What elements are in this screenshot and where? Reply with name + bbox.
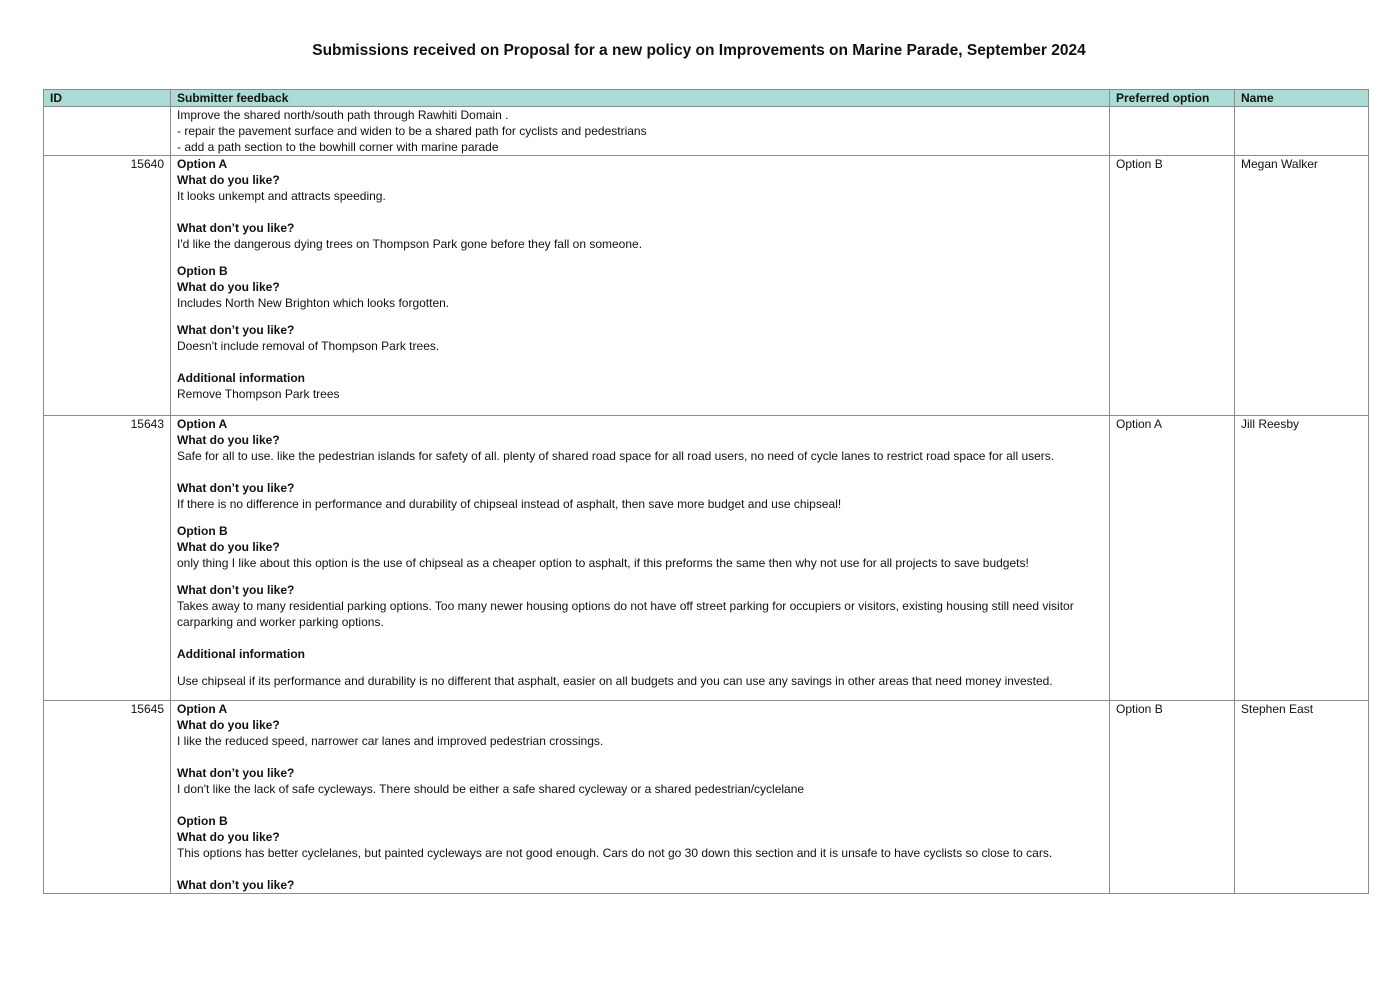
preferred-option-cell: Option B bbox=[1110, 701, 1235, 894]
preferred-option-cell bbox=[1110, 107, 1235, 156]
name-cell bbox=[1235, 107, 1369, 156]
like-answer: Safe for all to use. like the pedestrian islands for safety of all. plenty of shared road space for all road users, no need of cycle lanes to restrict road space for all users. bbox=[177, 449, 1055, 463]
document-title: Submissions received on Proposal for a new policy on Improvements on Marine Parade, September 2024 bbox=[312, 42, 1086, 59]
name-cell: Jill Reesby bbox=[1235, 416, 1369, 701]
like-question: What do you like? bbox=[177, 830, 280, 844]
name-cell: Megan Walker bbox=[1235, 156, 1369, 416]
dislike-question: What don’t you like? bbox=[177, 221, 295, 235]
feedback-line: Improve the shared north/south path through Rawhiti Domain . bbox=[177, 108, 509, 122]
option-b-heading: Option B bbox=[177, 814, 228, 828]
additional-info-heading: Additional information bbox=[177, 647, 305, 661]
id-cell: 15643 bbox=[44, 416, 171, 701]
feedback-line: - add a path section to the bowhill corner with marine parade bbox=[177, 140, 499, 154]
additional-info-text: Remove Thompson Park trees bbox=[177, 387, 340, 401]
like-answer: only thing I like about this option is the use of chipseal as a cheaper option to asphalt, if this preforms the same then why not use for all projects to save budgets! bbox=[177, 556, 1029, 570]
dislike-answer: Takes away to many residential parking options. Too many newer housing options do not have off street parking for occupiers or visitors, existing housing still need visitor carparking and worker parking options. bbox=[177, 599, 1074, 629]
column-header-preferred-option: Preferred option bbox=[1110, 90, 1235, 107]
dislike-answer: Doesn't include removal of Thompson Park trees. bbox=[177, 339, 440, 353]
like-question: What do you like? bbox=[177, 718, 280, 732]
like-question: What do you like? bbox=[177, 540, 280, 554]
preferred-option-cell: Option A bbox=[1110, 416, 1235, 701]
option-b-heading: Option B bbox=[177, 524, 228, 538]
table-row bbox=[44, 416, 1369, 701]
dislike-question: What don’t you like? bbox=[177, 481, 295, 495]
like-question: What do you like? bbox=[177, 433, 280, 447]
column-header-feedback: Submitter feedback bbox=[171, 90, 1110, 107]
additional-info-text: Use chipseal if its performance and durability is no different that asphalt, easier on all budgets and you can use any savings in other areas that need money invested. bbox=[177, 674, 1053, 688]
dislike-answer: I don't like the lack of safe cycleways. There should be either a safe shared cycleway or a shared pedestrian/cyclelane bbox=[177, 782, 805, 796]
like-answer: It looks unkempt and attracts speeding. bbox=[177, 189, 386, 203]
feedback-cell bbox=[171, 701, 1110, 894]
table-row-continued bbox=[44, 107, 1369, 156]
id-cell: 15645 bbox=[44, 701, 171, 894]
dislike-question: What don’t you like? bbox=[177, 878, 295, 892]
additional-info-heading: Additional information bbox=[177, 371, 305, 385]
like-answer: I like the reduced speed, narrower car lanes and improved pedestrian crossings. bbox=[177, 734, 604, 748]
like-answer: Includes North New Brighton which looks forgotten. bbox=[177, 296, 450, 310]
dislike-question: What don’t you like? bbox=[177, 766, 295, 780]
table-row bbox=[44, 701, 1369, 894]
like-question: What do you like? bbox=[177, 280, 280, 294]
option-a-heading: Option A bbox=[177, 702, 228, 716]
feedback-cell bbox=[171, 156, 1110, 416]
option-b-heading: Option B bbox=[177, 264, 228, 278]
like-question: What do you like? bbox=[177, 173, 280, 187]
table-row bbox=[44, 156, 1369, 416]
table-header-row bbox=[44, 90, 1369, 107]
option-a-heading: Option A bbox=[177, 417, 228, 431]
dislike-question: What don’t you like? bbox=[177, 323, 295, 337]
feedback-cell bbox=[171, 107, 1110, 156]
preferred-option-cell: Option B bbox=[1110, 156, 1235, 416]
name-cell: Stephen East bbox=[1235, 701, 1369, 894]
id-cell bbox=[44, 107, 171, 156]
feedback-cell bbox=[171, 416, 1110, 701]
id-cell: 15640 bbox=[44, 156, 171, 416]
dislike-answer: I'd like the dangerous dying trees on Thompson Park gone before they fall on someone. bbox=[177, 237, 643, 251]
column-header-id: ID bbox=[44, 90, 171, 107]
column-header-name: Name bbox=[1235, 90, 1369, 107]
submissions-table bbox=[43, 89, 1369, 894]
like-answer: This options has better cyclelanes, but painted cycleways are not good enough. Cars do not go 30 down this section and it is unsafe to have cyclists so close to cars. bbox=[177, 846, 1053, 860]
dislike-answer: If there is no difference in performance and durability of chipseal instead of asphalt, then save more budget and use chipseal! bbox=[177, 497, 842, 511]
option-a-heading: Option A bbox=[177, 157, 228, 171]
dislike-question: What don’t you like? bbox=[177, 583, 295, 597]
feedback-line: - repair the pavement surface and widen to be a shared path for cyclists and pedestrians bbox=[177, 124, 647, 138]
